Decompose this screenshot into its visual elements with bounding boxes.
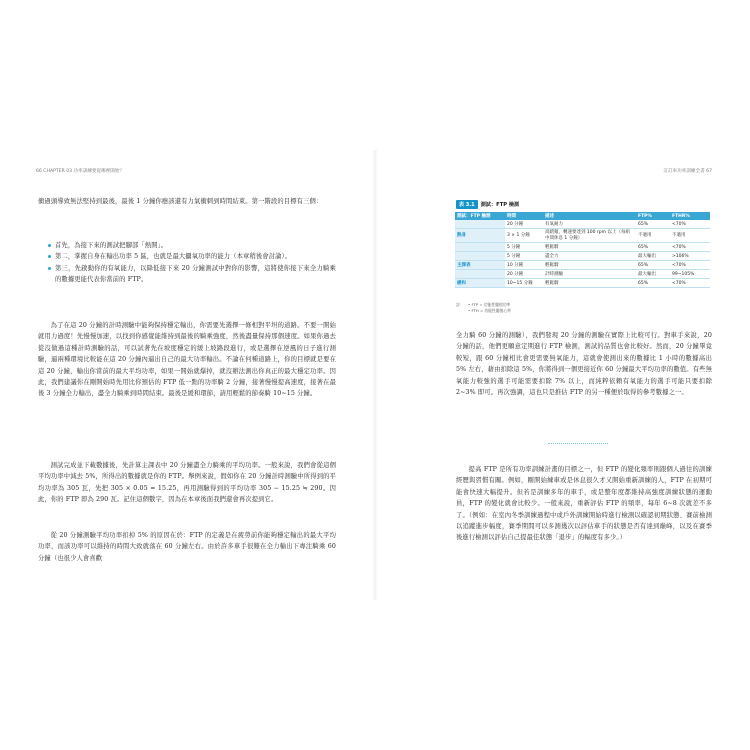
- ftp-cell: 65%: [636, 261, 670, 270]
- book-spine-shadow: [372, 150, 378, 600]
- category-cell: 緩和: [455, 279, 505, 288]
- note-item: • FTH = 功能性閾值心率: [468, 308, 511, 313]
- column-header: 時間: [505, 212, 543, 220]
- table-row: [455, 279, 710, 288]
- ftp-cell: 不適用: [636, 229, 670, 243]
- right-paragraph-1: 全力騎 60 分鐘的測驗），我們發現 20 分鐘的測驗在實際上比較可行。對車手來說，20 分鐘的話，他們更願意定期進行 FTP 檢測，測試的品質也會比較好。然而，20 分鐘畢竟較短，跟 60 分鐘相比會更需要無氧能力，這就會使測出來的數據比 1 小時的數據高出 5% 左右，藉由扣除這 5%，你將得到一個更接近你 60 分鐘最大平均功率的數值。有些無氧能力較強的選手可能需要扣除 7% 以上，而純粹依賴有氧能力的選手可能只要扣除 2~3% 即可。再次強調，這也只是推估 FTP 的另一種便於取得的參考數據之一。: [456, 332, 712, 397]
- table-notes: [456, 302, 511, 314]
- table-title: 測試：FTP 檢測: [480, 202, 520, 208]
- description-cell: 輕鬆騎: [543, 279, 636, 288]
- section-divider: [548, 443, 608, 444]
- category-cell: [455, 270, 505, 279]
- ftp-cell: 最大輸出: [636, 252, 670, 261]
- time-cell: 20 分鐘: [505, 270, 543, 279]
- description-cell: 計時測驗: [543, 270, 636, 279]
- left-paragraph-1: 為了在這 20 分鐘的計時測驗中能夠保持穩定輸出，你需要先選擇一條相對平坦的道路。不要一開始就用力過度！先慢慢加速，以找到你感覺能維持到最後的騎乘強度，然後盡量保持那個速度。如果你過去從沒做過這種計時測驗的話，可以試著先在坡度穩定的緩上坡路段進行，或是選擇在逆風的日子進行測驗，逼兩種環境比較能在這 20 分鐘內逼出自己的最大功率輸出。不論在何種道路上，你的目標就是要在這 20 分鐘，輸出你當前的最大平均功率，如果一開始就爆掉，就沒辦法測出你真正的最大穩定功率。因此，我們建議你在剛開始時先用比你預估的 FTP 低一點的功率騎 2 分鐘，接著慢慢提高速度，接著在最後 3 分鐘全力輸出，盡全力騎乘到時間結束。最後是緩和環節，請用輕鬆的節奏騎 10~15 分鐘。: [38, 322, 336, 398]
- left-intro-block: [38, 196, 336, 207]
- running-header-right: 訂訂車功率訓練全書 67: [663, 169, 712, 174]
- ftp-cell: 65%: [636, 243, 670, 252]
- ftp-cell: 65%: [636, 220, 670, 229]
- ftp-cell: 65%: [636, 279, 670, 288]
- left-intro: 衝過頭導致無法堅持到最後，最後 1 分鐘你應該還有力氣衝刺到時間結束。第一階段的目標有三個：: [38, 198, 323, 205]
- description-cell: 盡全力: [543, 252, 636, 261]
- time-cell: 20 分鐘: [505, 220, 543, 229]
- left-paragraph-3-block: [38, 530, 336, 564]
- table-caption: [456, 200, 519, 209]
- column-header: 測試：FTP 檢測: [455, 212, 505, 220]
- right-paragraph-2: 提高 FTP 是所有功率訓練計畫的目標之一，但 FTP 的變化頻率則跟個人過往的訓練經歷與習慣有關。例如，剛開始練車或是休息很久才又開始重新訓練的人，FTP 在初期可能會快速大幅提升。但若是訓練多年的車手，或是整年度都維持高強度訓練狀態的運動員，FTP 的變化就會比較少。一般來說，重新評估 FTP 的頻率，每年 6~8 次就差不多了。（例如：在室內冬季訓練過程中或戶外訓練開始時進行檢測以確認初期狀態、賽前檢測以追蹤進步幅度，賽季期間可以多測幾次以評估車手的狀態是否有達到巔峰，以及在賽季後進行檢測以評估自己提最佳狀態「退步」的幅度有多少。）: [456, 466, 712, 542]
- table-row: [455, 220, 710, 229]
- description-cell: 高踏頻，轉速要達到 100 rpm 以上（每組中間休息 1 分鐘）: [543, 229, 636, 243]
- category-cell: [455, 220, 505, 229]
- category-cell: 主課表: [455, 261, 505, 270]
- fthr-cell: <70%: [670, 220, 710, 229]
- fthr-cell: >106%: [670, 252, 710, 261]
- time-cell: 10~15 分鐘: [505, 279, 543, 288]
- table-row: [455, 243, 710, 252]
- fthr-cell: <70%: [670, 261, 710, 270]
- left-paragraph-2-block: [38, 460, 336, 506]
- category-cell: 熱身: [455, 229, 505, 243]
- running-header-left: 66 CHAPTER 03 功率訓練要從哪裡開始？: [36, 169, 125, 174]
- column-header: FTHR%: [670, 212, 710, 220]
- ftp-test-table: [455, 212, 710, 288]
- description-cell: 輕鬆騎: [543, 243, 636, 252]
- right-paragraph-1-block: [456, 330, 712, 398]
- bullet-item: 第二，掌握自身在輸出功率 5 區，也就是最大攝氧功率的能力（本章稍後會討論）。: [47, 251, 336, 262]
- column-header: 描述: [543, 212, 636, 220]
- fthr-cell: <70%: [670, 243, 710, 252]
- fthr-cell: 不適用: [670, 229, 710, 243]
- column-header: FTP%: [636, 212, 670, 220]
- description-cell: 輕鬆騎: [543, 261, 636, 270]
- fthr-cell: 99~105%: [670, 270, 710, 279]
- note-item: • FTP = 功能性閾值功率: [468, 302, 511, 307]
- ftp-cell: 最大輸出: [636, 270, 670, 279]
- table-row: [455, 252, 710, 261]
- fthr-cell: <70%: [670, 279, 710, 288]
- table-header-row: [455, 212, 710, 220]
- time-cell: 5 分鐘: [505, 243, 543, 252]
- table-row: [455, 270, 710, 279]
- description-cell: 有氧耐力: [543, 220, 636, 229]
- table-row: [455, 229, 710, 243]
- category-cell: [455, 252, 505, 261]
- category-cell: [455, 243, 505, 252]
- bullet-item: 首先，為接下來的測試把腳部「熱開」。: [47, 240, 336, 251]
- left-paragraph-3: 從 20 分鐘測驗平均功率扣掉 5% 的原因在於：FTP 的定義是在疲勞前你能夠穩定輸出的最大平均功率，而該功率可以維持的時間大致就落在 60 分鐘左右。由於許多車手很難在全力輸出下專注騎乘 60 分鐘（也很少人會喜歡: [38, 532, 336, 562]
- left-paragraph-1-block: [38, 320, 336, 400]
- table-row: [455, 261, 710, 270]
- left-paragraph-2: 測試完成並下載數據後，先計算主課表中 20 分鐘盡全力騎乘的平均功率。一般來說，我們會從這個平均功率中減去 5%，所得出的數據就是你的 FTP。舉例來說，假如你在 20 分鐘計時測驗中所得到的平均功率為 305 瓦，先把 305 × 0.05 = 15.25，再用測驗得到的平均功率 305 − 15.25 ≒ 290。因此，你的 FTP 即為 290 瓦。記住這個數字，因為在本章後面我們還會再次提到它。: [38, 462, 336, 504]
- time-cell: 3 × 1 分鐘: [505, 229, 543, 243]
- table-number-badge: 表 3.1: [456, 200, 478, 209]
- bullet-item: 第三，先啟動你的有氧能力，以降低接下來 20 分鐘測試中對你的影響，這將使你接下來全力騎乘的數據更能代表你當前的 FTP。: [47, 263, 336, 286]
- time-cell: 5 分鐘: [505, 252, 543, 261]
- right-paragraph-2-block: [456, 464, 712, 544]
- goal-bullet-list: [47, 240, 336, 286]
- time-cell: 10 分鐘: [505, 261, 543, 270]
- notes-label: 註：: [456, 302, 464, 307]
